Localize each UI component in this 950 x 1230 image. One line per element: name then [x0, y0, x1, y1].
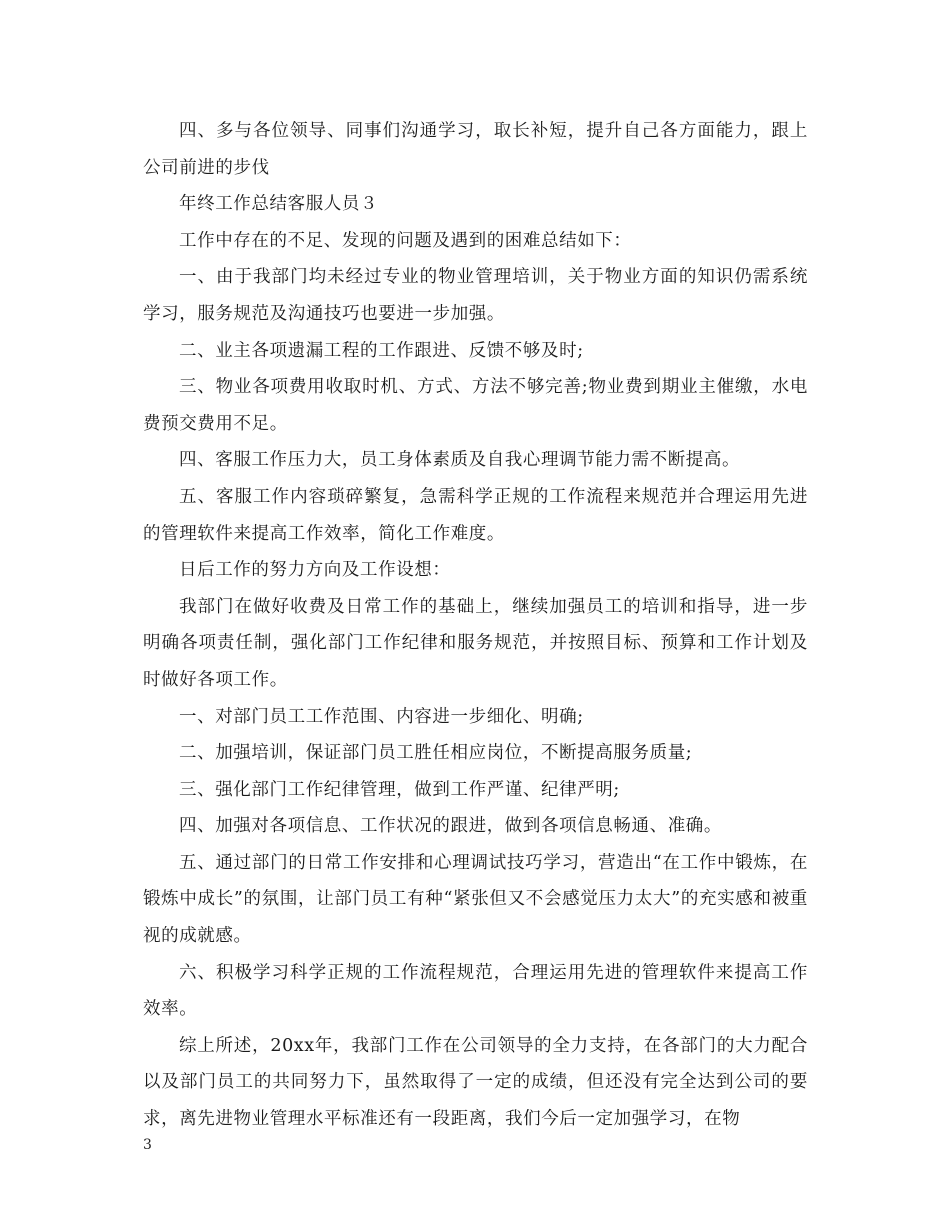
paragraph: 一、对部门员工工作范围、内容进一步细化、明确; [179, 706, 584, 727]
paragraph: 五、客服工作内容琐碎繁复，急需科学正规的工作流程来规范并合理运用先进的管理软件来提高工作效率，简化工作难度。 [143, 486, 808, 544]
paragraph: 五、通过部门的日常工作安排和心理调试技巧学习，营造出“在工作中锻炼，在锻炼中成长”的氛围，让部门员工有种“紧张但又不会感觉压力太大”的充实感和被重视的成就感。 [143, 852, 808, 947]
paragraph: 一、由于我部门均未经过专业的物业管理培训，关于物业方面的知识仍需系统学习，服务规范及沟通技巧也要进一步加强。 [143, 267, 808, 324]
section-heading: 年终工作总结客服人员３ [179, 194, 379, 215]
paragraph: 综上所述，20xx年，我部门工作在公司领导的全力支持，在各部门的大力配合以及部门员工的共同努力下，虽然取得了一定的成绩，但还没有完全达到公司的要求，离先进物业管理水平标准还有一段距离，我们今后一定加强学习，在物 [143, 1035, 808, 1130]
paragraph: 日后工作的努力方向及工作设想： [179, 560, 451, 581]
paragraph: 二、加强培训，保证部门员工胜任相应岗位，不断提高服务质量; [179, 743, 693, 764]
document-body [143, 113, 808, 1138]
paragraph: 六、积极学习科学正规的工作流程规范，合理运用先进的管理软件来提高工作效率。 [143, 962, 808, 1020]
paragraph: 三、强化部门工作纪律管理，做到工作严谨、纪律严明; [179, 779, 620, 800]
paragraph: 我部门在做好收费及日常工作的基础上，继续加强员工的培训和指导，进一步明确各项责任制，强化部门工作纪律和服务规范，并按照目标、预算和工作计划及时做好各项工作。 [143, 596, 808, 690]
paragraph: 四、客服工作压力大，员工身体素质及自我心理调节能力需不断提高。 [179, 450, 741, 471]
paragraph: 二、业主各项遗漏工程的工作跟进、反馈不够及时; [179, 340, 584, 361]
paragraph: 工作中存在的不足、发现的问题及遇到的困难总结如下： [179, 230, 632, 251]
page-number: 3 [143, 1137, 152, 1153]
paragraph: 三、物业各项费用收取时机、方式、方法不够完善;物业费到期业主催缴，水电费预交费用不足。 [143, 377, 808, 434]
paragraph: 四、多与各位领导、同事们沟通学习，取长补短，提升自己各方面能力，跟上公司前进的步伐 [143, 121, 808, 178]
paragraph: 四、加强对各项信息、工作状况的跟进，做到各项信息畅通、准确。 [179, 816, 722, 837]
